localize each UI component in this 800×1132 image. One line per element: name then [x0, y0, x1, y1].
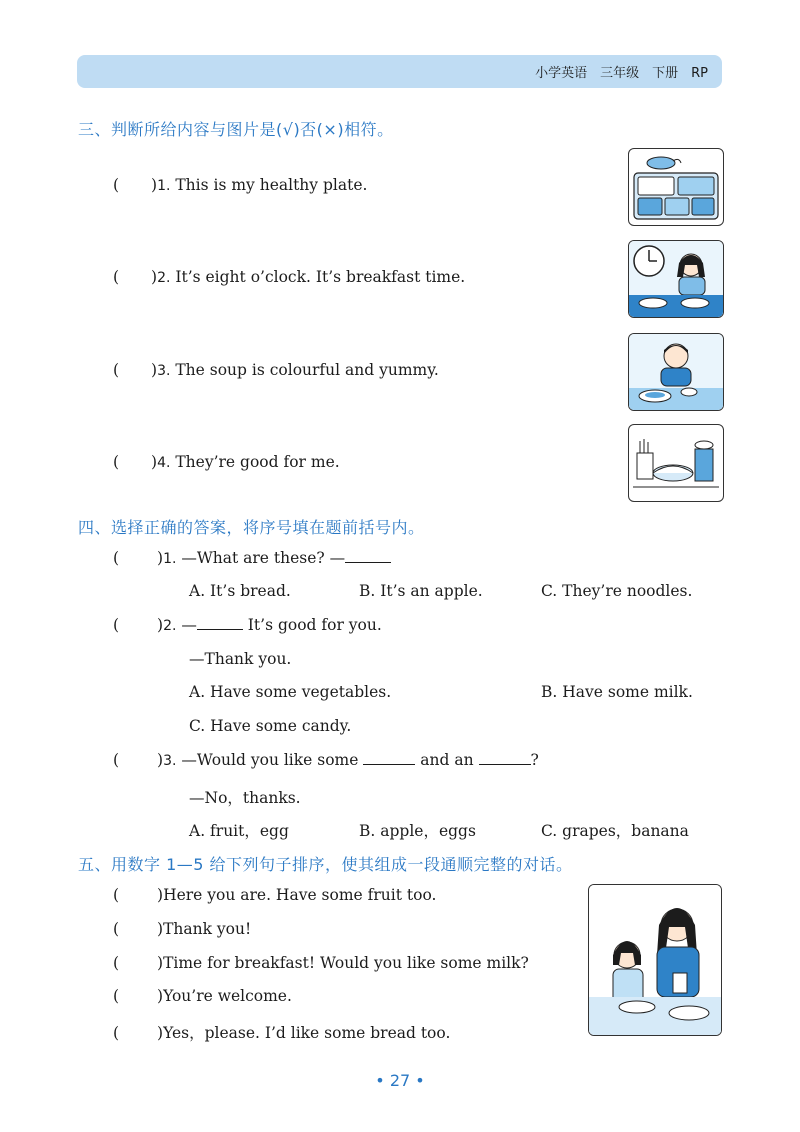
question-text: It’s good for you. — [242, 616, 382, 634]
question-number: 1. — [163, 551, 177, 567]
bracket-close: ) — [151, 268, 158, 286]
answer-blank[interactable] — [363, 763, 415, 765]
s4-q3-reply: —No，thanks. — [189, 789, 301, 807]
s4-q1-option-c: C. They’re noodles. — [541, 582, 693, 600]
section-4-title: 四、选择正确的答案，将序号填在题前括号内。 — [78, 518, 425, 537]
s5-sentence-2 — [113, 920, 251, 938]
question-text: —What are these? — — [176, 549, 346, 567]
sentence-text: You’re welcome. — [163, 987, 292, 1005]
order-bracket[interactable]: ( — [113, 1024, 120, 1042]
s5-sentence-4 — [113, 987, 292, 1005]
question-text: This is my healthy plate. — [170, 176, 368, 194]
s4-question-3 — [113, 751, 539, 769]
question-number: 3. — [163, 753, 177, 769]
s3-question-4 — [113, 453, 340, 471]
mother-daughter-breakfast-image — [588, 884, 722, 1036]
bracket-close: ) — [157, 751, 164, 769]
question-number: 2. — [163, 618, 177, 634]
s4-q3-option-a: A. fruit，egg — [189, 822, 289, 840]
bracket-close: ) — [157, 1024, 164, 1042]
question-text: — — [176, 616, 197, 634]
s3-question-3 — [113, 361, 439, 379]
sentence-text: Thank you! — [163, 920, 252, 938]
bracket-close: ) — [157, 549, 164, 567]
boy-eating-soup-image — [628, 333, 724, 411]
order-bracket[interactable]: ( — [113, 886, 120, 904]
bracket-close: ) — [157, 920, 164, 938]
answer-bracket[interactable]: ( — [113, 361, 120, 379]
question-number: 3. — [157, 363, 171, 379]
section-5-title: 五、用数字 1—5 给下列句子排序，使其组成一段通顺完整的对话。 — [78, 855, 573, 874]
s4-q1-option-a: A. It’s bread. — [189, 582, 291, 600]
s3-question-1 — [113, 176, 367, 194]
s4-q2-option-c: C. Have some candy. — [189, 717, 352, 735]
question-number: 4. — [157, 455, 171, 471]
s4-q2-option-a: A. Have some vegetables. — [189, 683, 392, 701]
s5-sentence-1 — [113, 886, 436, 904]
answer-bracket[interactable]: ( — [113, 176, 120, 194]
answer-bracket[interactable]: ( — [113, 268, 120, 286]
s4-question-1 — [113, 549, 391, 567]
answer-bracket[interactable]: ( — [113, 616, 120, 634]
healthy-plate-image — [628, 148, 724, 226]
question-number: 1. — [157, 178, 171, 194]
bracket-close: ) — [157, 886, 164, 904]
s4-q3-option-c: C. grapes，banana — [541, 822, 689, 840]
s4-q2-reply: —Thank you. — [189, 650, 292, 668]
order-bracket[interactable]: ( — [113, 987, 120, 1005]
sentence-text: Yes，please. I’d like some bread too. — [163, 1024, 451, 1042]
section-3-title: 三、判断所给内容与图片是(√)否(×)相符。 — [78, 120, 394, 139]
answer-bracket[interactable]: ( — [113, 453, 120, 471]
answer-blank[interactable] — [197, 628, 243, 630]
s5-sentence-5 — [113, 1021, 450, 1043]
answer-bracket[interactable]: ( — [113, 549, 120, 567]
answer-blank[interactable] — [345, 561, 391, 563]
bracket-close: ) — [151, 176, 158, 194]
fast-food-image — [628, 424, 724, 502]
question-text: ? — [530, 751, 539, 769]
question-text: It’s eight o’clock. It’s breakfast time. — [170, 268, 466, 286]
s4-q3-option-b: B. apple，eggs — [359, 822, 476, 840]
bracket-close: ) — [151, 453, 158, 471]
order-bracket[interactable]: ( — [113, 920, 120, 938]
question-number: 2. — [157, 270, 171, 286]
sentence-text: Time for breakfast! Would you like some milk? — [163, 954, 529, 972]
answer-bracket[interactable]: ( — [113, 751, 120, 769]
question-text: The soup is colourful and yummy. — [170, 361, 439, 379]
question-text: and an — [420, 751, 474, 769]
s3-question-2 — [113, 268, 465, 286]
bracket-close: ) — [151, 361, 158, 379]
s4-question-2 — [113, 616, 382, 634]
header-bar — [77, 55, 722, 88]
question-text: —Would you like some — [176, 751, 359, 769]
bracket-close: ) — [157, 954, 164, 972]
bracket-close: ) — [157, 616, 164, 634]
breakfast-girl-image — [628, 240, 724, 318]
sentence-text: Here you are. Have some fruit too. — [163, 886, 437, 904]
question-text: They’re good for me. — [170, 453, 340, 471]
page-number: • 27 • — [375, 1071, 425, 1090]
book-info: 小学英语 三年级 下册 RP — [535, 66, 708, 81]
s5-sentence-3 — [113, 954, 529, 972]
s4-q1-option-b: B. It’s an apple. — [359, 582, 483, 600]
s4-q2-option-b: B. Have some milk. — [541, 683, 693, 701]
order-bracket[interactable]: ( — [113, 954, 120, 972]
answer-blank[interactable] — [479, 763, 531, 765]
bracket-close: ) — [157, 987, 164, 1005]
